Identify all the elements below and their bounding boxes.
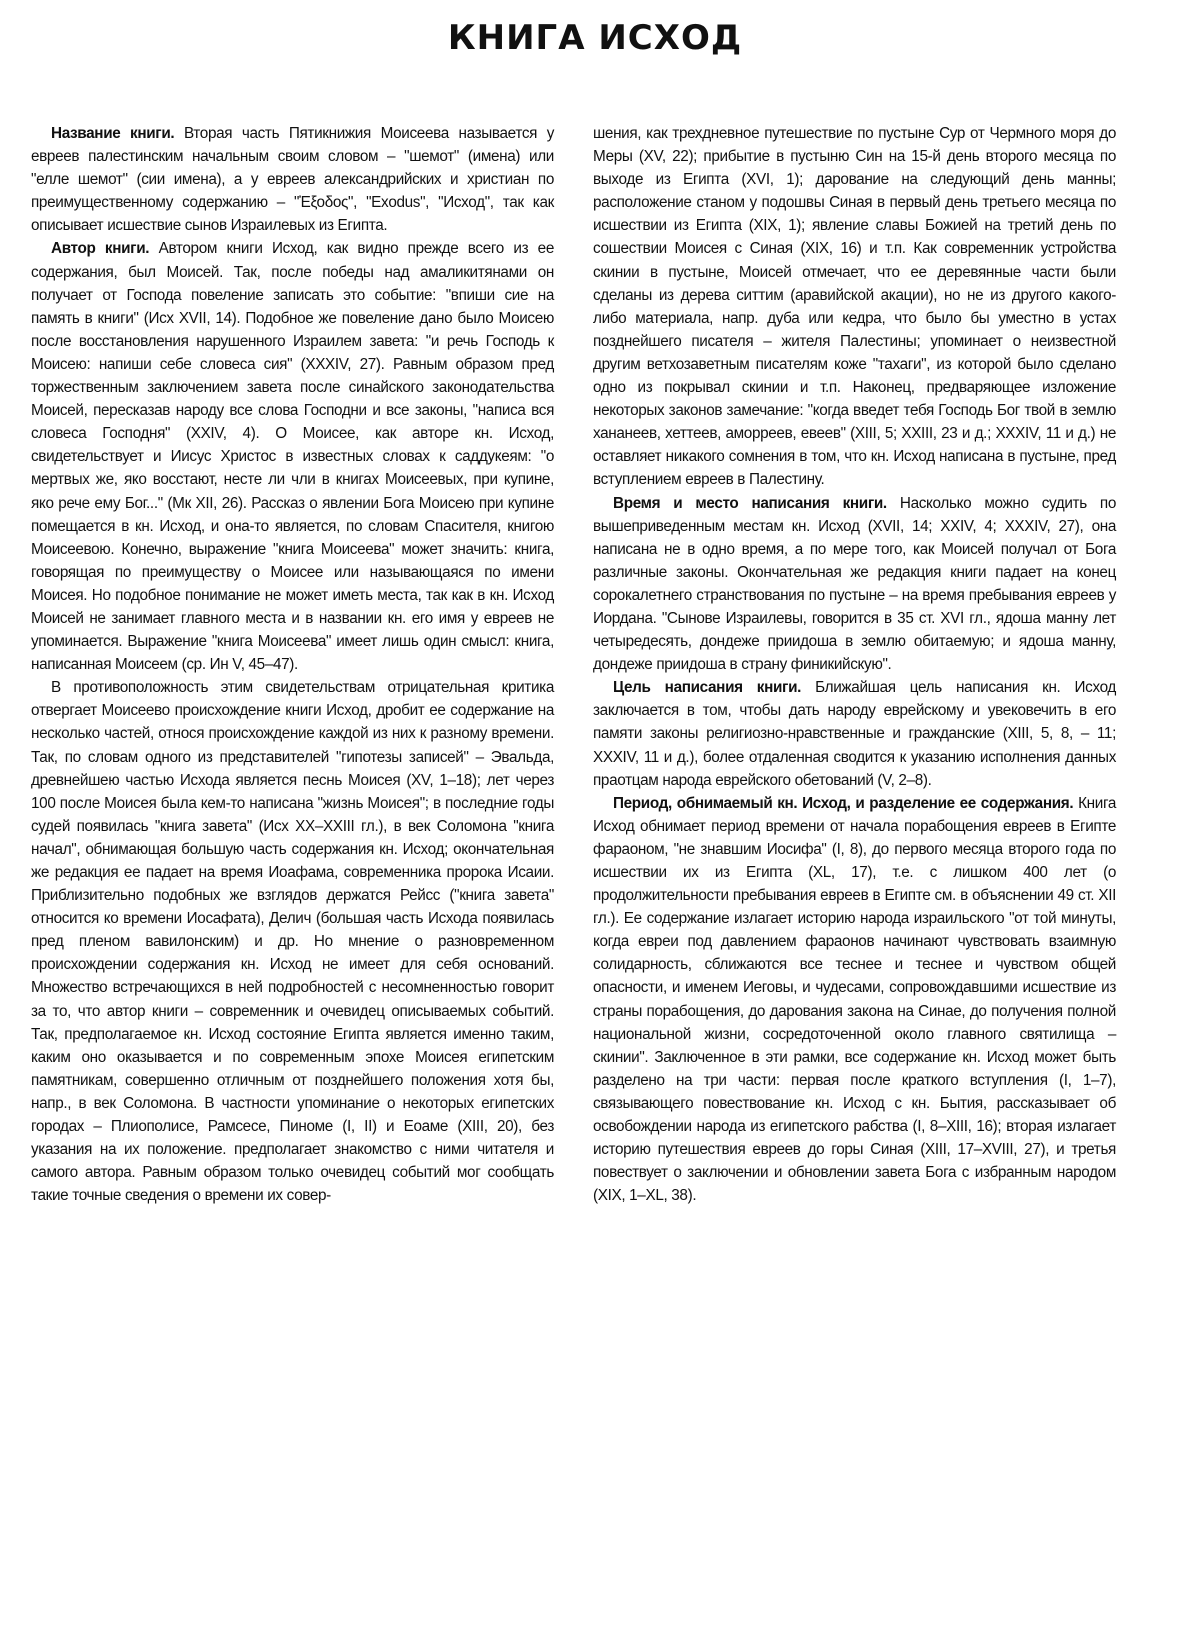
paragraph-purpose xyxy=(593,676,1116,791)
paragraph-period-and-division xyxy=(593,792,1116,1208)
paragraph-author-of-book xyxy=(31,237,554,676)
paragraph-text: Ближайшая цель написания кн. Исход заключается в том, чтобы дать народу еврейскому и увековечить в его памяти законы религиозно-нравственные и гражданские (XIII, 5, 8, – 11; XXXIV, 11 и д.), более отдаленная сводится к указанию исполнения данных праотцам народа еврейского обетований (V, 2–8). xyxy=(593,679,1117,789)
paragraph-text: Автором книги Исход, как видно прежде всего из ее содержания, был Моисей. Так, после победы над амаликитянами он получает от Господа повеление записать это событие: "впиши сие на память в книги" (Исх XVII, 14). Подобное же повеление дано было Моисею после восстановления нарушенного Израилем завета: "и речь Господь к Моисею: напиши себе словеса сия" (XXXIV, 27). Равным образом пред торжественным заключением завета после синайского законодательства Моисей, пересказав народу все слова Господни и все законы, "написа вся словеса Господня" (XXIV, 4). О Моисее, как авторе кн. Исход, свидетельствует и Иисус Христос в известных словах к саддукеям: "о мертвых же, яко восстают, несте ли чли в книгах Моисеевых, при купине, яко рече ему Бог..." (Мк XII, 26). Рассказ о явлении Бога Моисею при купине помещается в кн. Исход, и она-то является, по словам Спасителя, книгою Моисеевою. Конечно, выражение "книга Моисеева" может значить: книга, говорящая по преимуществу о Моисее или называющаяся по имени Моисея. Но подобное понимание не может иметь места, так как в кн. Исход Моисей не занимает главного места и в названии кн. его имя у евреев не упоминается. Выражение "книга Моисеева" имеет лишь один смысл: книга, написанная Моисеем (ср. Ин V, 45–47). xyxy=(31,240,554,674)
right-column xyxy=(593,122,1116,1207)
paragraph-time-and-place xyxy=(593,492,1116,677)
page-title: КНИГА ИСХОД xyxy=(447,18,743,58)
paragraph-heading: Период, обнимаемый кн. Исход, и разделение ее содержания. xyxy=(613,794,1074,812)
paragraph-continuation xyxy=(593,122,1116,492)
paragraph-text: Вторая часть Пятикнижия Моисеева называется у евреев палестинским начальным своим словом – "шемот" (имена) или "елле шемот" (сии имена), а у евреев александрийских и христиан по преимущественному содержанию – "Ἐξοδος", "Exodus", "Исход", так как описывает исшествие сынов Израилевых из Египта. xyxy=(31,125,555,235)
left-column xyxy=(31,122,554,1207)
paragraph-heading: Название книги. xyxy=(51,125,175,142)
paragraph-heading: Автор книги. xyxy=(51,240,150,258)
paragraph-title-of-book xyxy=(31,122,554,237)
paragraph-text: В противоположность этим свидетельствам отрицательная критика отвергает Моисеево происхождение книги Исход, дробит ее содержание на несколько частей, относя происхождение каждой из них к разному времени. Так, по словам одного из представителей "гипотезы записей" – Эвальда, древнейшею частью Исхода является песнь Моисея (XV, 1–18); лет через 100 после Моисея была кем-то написана "жизнь Моисея"; в последние годы судей появилась "книга завета" (Исх XX–XXIII гл.), в век Соломона "книга начал", обнимающая большую часть содержания кн. Исход; окончательная же редакция ее падает на время Иоафама, современника пророка Исаии. Приблизительно подобных же взглядов держатся Рейсс ("книга завета" относится ко времени Иосафата), Делич (большая часть Исхода появилась пред пленом вавилонским) и др. Но мнение о разновременном происхождении содержания кн. Исход не имеет для себя оснований. Множество встречающихся в ней подробностей с несомненностью говорит за то, что автор книги – современник и очевидец описываемых событий. Так, предполагаемое кн. Исход состояние Египта является именно таким, каким оно оказывается и по современным эпохе Моисея египетским памятникам, совершенно отличным от позднейшего положения хотя бы, напр., в век Соломона. В частности упоминание о некоторых египетских городах – Плиополисе, Рамсесе, Пиноме (I, II) и Еоаме (XIII, 20), без указания на их положение. предполагает знакомство с ними читателя и самого автора. Равным образом только очевидец событий мог сообщать такие точные сведения о времени их совер- xyxy=(31,679,554,1205)
paragraph-criticism xyxy=(31,676,554,1207)
paragraph-heading: Цель написания книги. xyxy=(613,679,802,697)
paragraph-text: Насколько можно судить по вышеприведенным местам кн. Исход (XVII, 14; XXIV, 4; XXXIV, 27), она написана не в одно время, а по мере того, как Моисей получал от Бога различные законы. Окончательная же редакция книги падает на конец сорокалетнего странствования по пустыне – на время пребывания евреев у Иордана. "Сынове Израилевы, говорится в 35 ст. XVI гл., ядоша манну лет четыредесять, дондеже приидоша в землю обитаемую; и ядоша манну, дондеже приидоша в страну финикийскую". xyxy=(593,494,1116,674)
paragraph-heading: Время и место написания книги. xyxy=(613,494,887,512)
paragraph-text: шения, как трехдневное путешествие по пустыне Сур от Чермного моря до Меры (XV, 22); прибытие в пустыню Син на 15-й день второго месяца по выходе из Египта (XVI, 1); дарование на следующий день манны; расположение станом у подошвы Синая в первый день третьего месяца по исшествии из Египта (XIX, 1); явление славы Божией на третий день по сошествии Моисея с Синая (XIX, 16) и т.п. Как современник устройства скинии в пустыне, Моисей отмечает, что ее деревянные части были сделаны из дерева ситтим (аравийской акации), но не из другого какого-либо материала, напр. дуба или кедра, что было бы уместно в устах позднейшего писателя – жителя Палестины; упоминает о неизвестной другим ветхозаветным писателям коже "тахаги", из которой было сделано одно из покрывал скинии и т.п. Наконец, предваряющее изложение некоторых законов замечание: "когда введет тебя Господь Бог твой в землю хананеев, хеттеев, аморреев, евеев" (XIII, 5; XXIII, 23 и д.; XXXIV, 11 и д.) не оставляет никакого сомнения в том, что кн. Исход написана в пустыне, пред вступлением евреев в Палестину. xyxy=(593,125,1116,489)
paragraph-text: Книга Исход обнимает период времени от начала порабощения евреев в Египте фараоном, "не знавшим Иосифа" (I, 8), до первого месяца второго года по исшествии их из Египта (XL, 17), т.е. с лишком 400 лет (о продолжительности пребывания евреев в Египте см. в объяснении 49 ст. XII гл.). Ее содержание излагает историю народа израильского "от той минуты, когда евреи под давлением фараонов начинают чувствовать взаимную солидарность, сближаются все теснее и теснее и чувством общей опасности, и именем Иеговы, и чудесами, сопровождавшими исшествие из страны порабощения, до дарования закона на Синае, до получения полной национальной жизни, сосредоточенной около главного святилища – скинии". Заключенное в эти рамки, все содержание кн. Исход может быть разделено на три части: первая после краткого вступления (I, 1–7), связывающего повествование кн. Исход с кн. Бытия, рассказывает об освобождении народа из египетского рабства (I, 8–XIII, 16); вторая излагает историю путешествия евреев до горы Синая (XIII, 17–XVIII, 27), и третья повествует о заключении и обновлении завета Бога с избранным народом (XIX, 1–XL, 38). xyxy=(593,794,1116,1205)
